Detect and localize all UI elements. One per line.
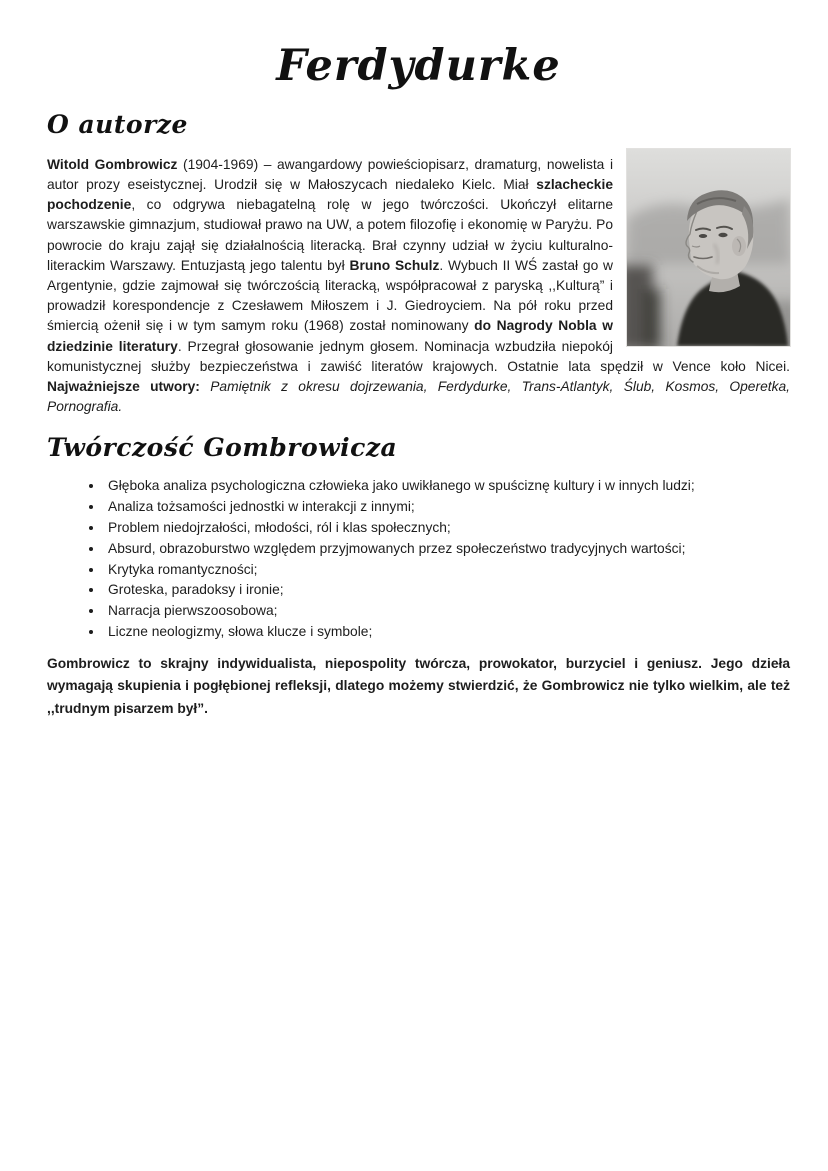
bullet-item: • Głęboka analiza psychologiczna człowieka jako uwikłanego w spuściznę kultury i w innych ludzi; (104, 476, 790, 497)
author-text-run: . Przegrał głosowanie jednym głosem. Nominacja wzbudziła niepokój komunistycznej służby bezpieczeństwa i zawiść literatów krajowych. Ostatnie lata spędził w Vence koło Nicei. (47, 338, 790, 374)
utwory-list-italic: Pamiętnik z okresu dojrzewania, Ferdydurke, Trans-Atlantyk, Ślub, Kosmos, Operetka, Pornografia. (47, 378, 790, 415)
gombrowicz-portrait-photo (627, 149, 790, 346)
closing-paragraph: Gombrowicz to skrajny indywidualista, niepospolity twórcza, prowokator, burzyciel i geniusz. Jego dzieła wymagają skupienia i pogłębionej refleksji, dlatego możemy stwierdzić, że Gombrowicz nie tylko wielkim, ale też ,,trudnym pisarzem był”. (47, 655, 790, 716)
szlacheckie-bold: szlacheckie pochodzenie (47, 176, 613, 213)
heading-o-autorze: O autorze (47, 109, 188, 139)
utwory-label-bold: Najważniejsze utwory: (47, 378, 211, 394)
bullet-item: • Groteska, paradoksy i ironie; (104, 580, 790, 601)
author-name-bold: Witold Gombrowicz (47, 156, 178, 172)
bullet-item: • Liczne neologizmy, słowa klucze i symbole; (104, 622, 790, 643)
author-text-run: (1904-1969) – awangardowy powieściopisarz, dramaturg, nowelista i autor prozy eseistycznej. Urodził się w Małoszycach niedaleko Kielc. Miał (47, 156, 614, 192)
bruno-schulz-bold: Bruno Schulz (349, 257, 440, 273)
bullet-item: • Krytyka romantyczności; (104, 560, 790, 581)
works-bullet-list (47, 476, 790, 642)
nagroda-nobla-bold: do Nagrody Nobla w dziedzinie literatury (47, 318, 613, 354)
author-text-run: , co odgrywa niebagatelną rolę w jego twórczości. Ukończył elitarne warszawskie gimnazjum, studiował prawo na UW, a potem filozofię i ekonomię w Paryżu. Po powrocie do kraju zajął się działalnością literacką. Brał czynny udział w życiu kulturalno-literackim Warszawy. Entuzjastą jego talentu był (47, 197, 613, 273)
author-text-run: . Wybuch II WŚ zastał go w Argentynie, gdzie zajmował się twórczością literacką, współpracował z paryską ,,Kulturą” i prowadził korespondencje z Czesławem Miłoszem i J. Giedroyciem. Na pół roku przed śmiercią ożenił się i w tym samym roku (1968) został nominowany (47, 257, 613, 334)
document-title: Ferdydurke (276, 41, 561, 91)
author-paragraph (47, 155, 790, 418)
bullet-item: • Narracja pierwszoosobowa; (104, 601, 790, 622)
bullet-item: • Analiza tożsamości jednostki w interakcji z innymi; (104, 497, 790, 518)
bullet-item: • Absurd, obrazoburstwo względem przyjmowanych przez społeczeństwo tradycyjnych wartości; (104, 539, 790, 560)
heading-tworczosc: Twórczość Gombrowicza (47, 433, 398, 463)
bullet-item: • Problem niedojrzałości, młodości, ról i klas społecznych; (104, 518, 790, 539)
